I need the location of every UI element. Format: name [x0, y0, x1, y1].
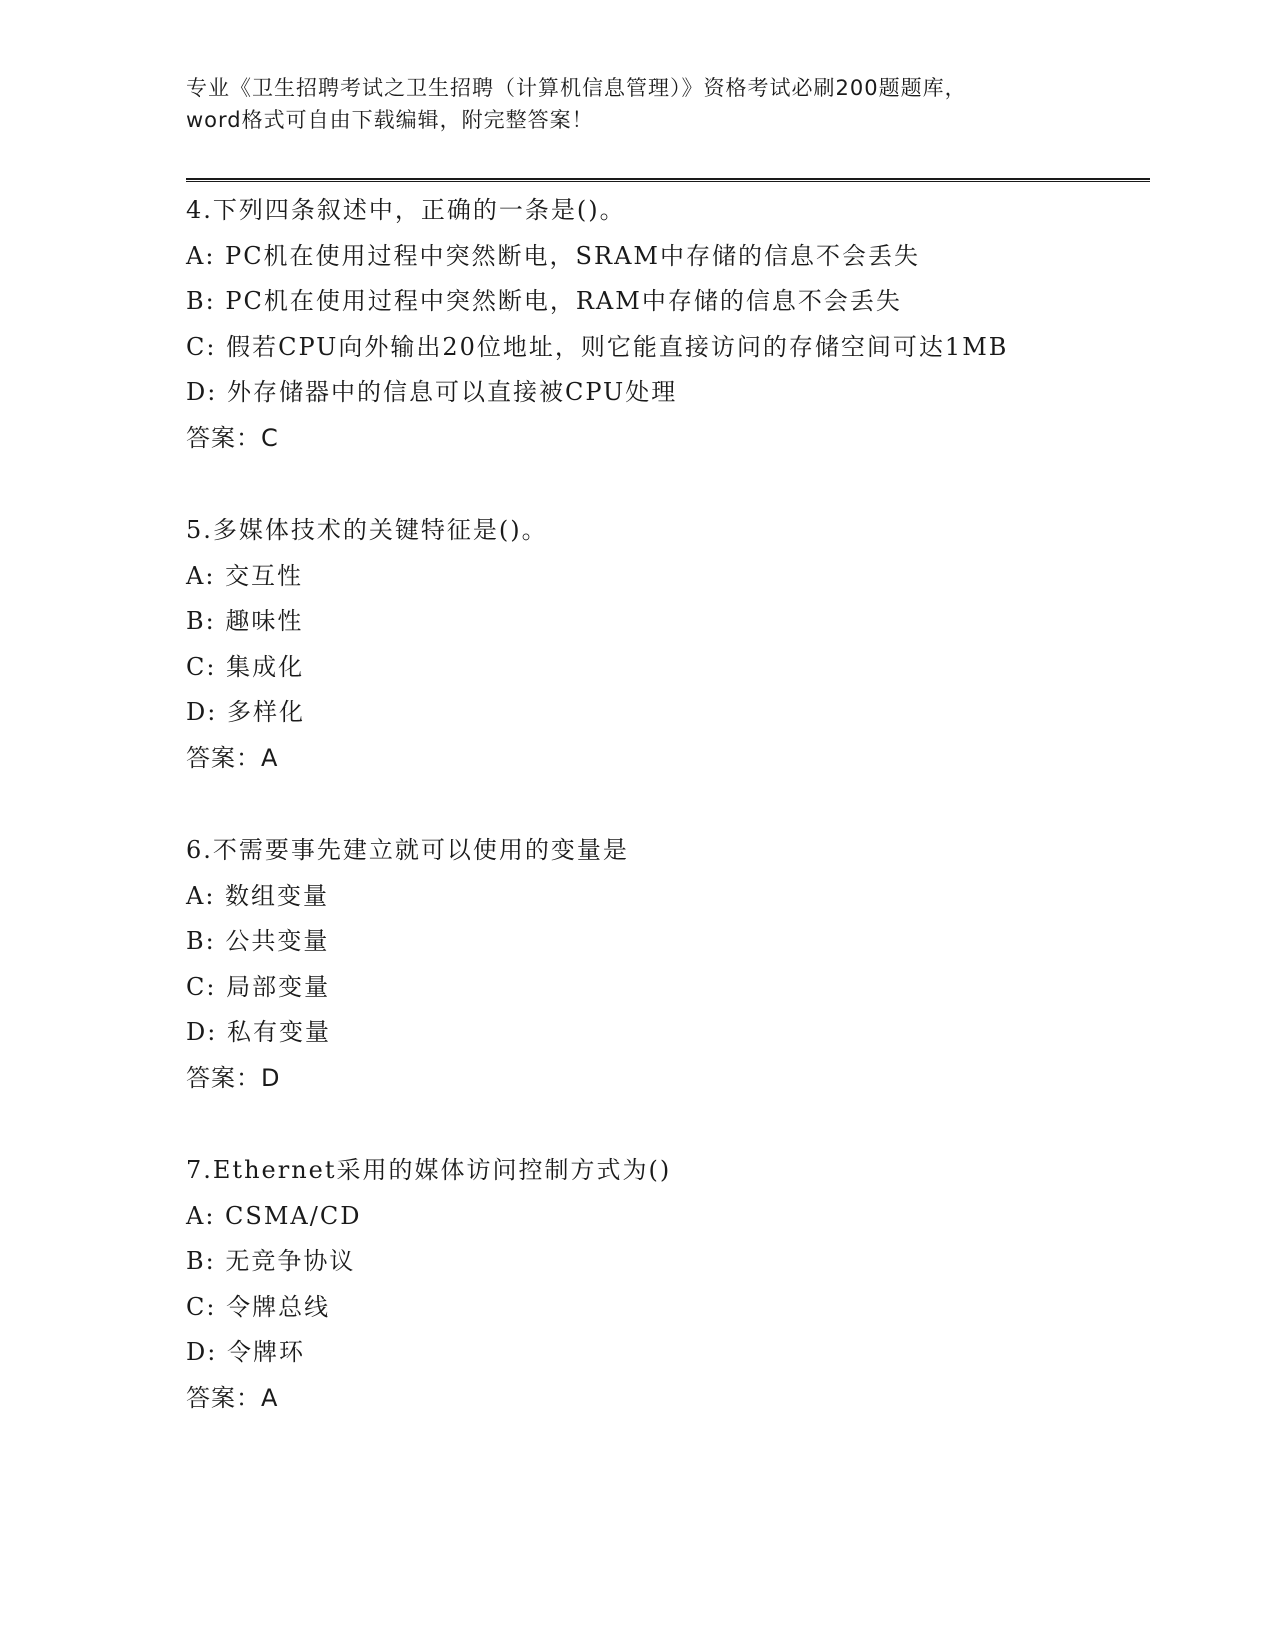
option-c: C: 假若CPU向外输出20位地址，则它能直接访问的存储空间可达1MB [186, 332, 1009, 361]
option-c: C: 局部变量 [186, 972, 331, 1001]
option-a: A: 数组变量 [186, 881, 330, 910]
answer: 答案：C [186, 423, 279, 452]
question-stem: 6.不需要事先建立就可以使用的变量是 [186, 836, 629, 864]
header-title-line-1: 专业《卫生招聘考试之卫生招聘（计算机信息管理）》资格考试必刷200题题库， [186, 76, 967, 100]
option-c: C: 集成化 [186, 652, 305, 681]
option-d: D: 多样化 [186, 698, 305, 726]
option-b: B: 公共变量 [186, 927, 330, 955]
question-4 [186, 188, 1146, 461]
option-d: D: 私有变量 [186, 1018, 331, 1046]
answer: 答案：D [186, 1063, 281, 1092]
answer: 答案：A [186, 1383, 279, 1412]
answer: 答案：A [186, 743, 279, 772]
document-header [186, 72, 1146, 136]
question-7 [186, 1148, 1146, 1421]
option-a: A: PC机在使用过程中突然断电，SRAM中存储的信息不会丢失 [186, 241, 920, 270]
question-6 [186, 828, 1146, 1101]
question-stem: 5.多媒体技术的关键特征是()。 [186, 516, 548, 544]
option-b: B: PC机在使用过程中突然断电，RAM中存储的信息不会丢失 [186, 287, 902, 315]
header-divider [186, 178, 1150, 182]
option-a: A: CSMA/CD [186, 1201, 362, 1230]
question-5 [186, 508, 1146, 781]
header-title-line-2: word格式可自由下载编辑，附完整答案！ [186, 108, 594, 132]
option-d: D: 外存储器中的信息可以直接被CPU处理 [186, 378, 678, 406]
question-stem: 7.Ethernet采用的媒体访问控制方式为() [186, 1156, 672, 1184]
option-a: A: 交互性 [186, 561, 304, 590]
option-b: B: 无竞争协议 [186, 1247, 356, 1275]
option-b: B: 趣味性 [186, 607, 304, 635]
question-stem: 4.下列四条叙述中，正确的一条是()。 [186, 196, 626, 224]
option-c: C: 令牌总线 [186, 1292, 331, 1321]
question-list [186, 188, 1146, 1468]
option-d: D: 令牌环 [186, 1338, 305, 1366]
